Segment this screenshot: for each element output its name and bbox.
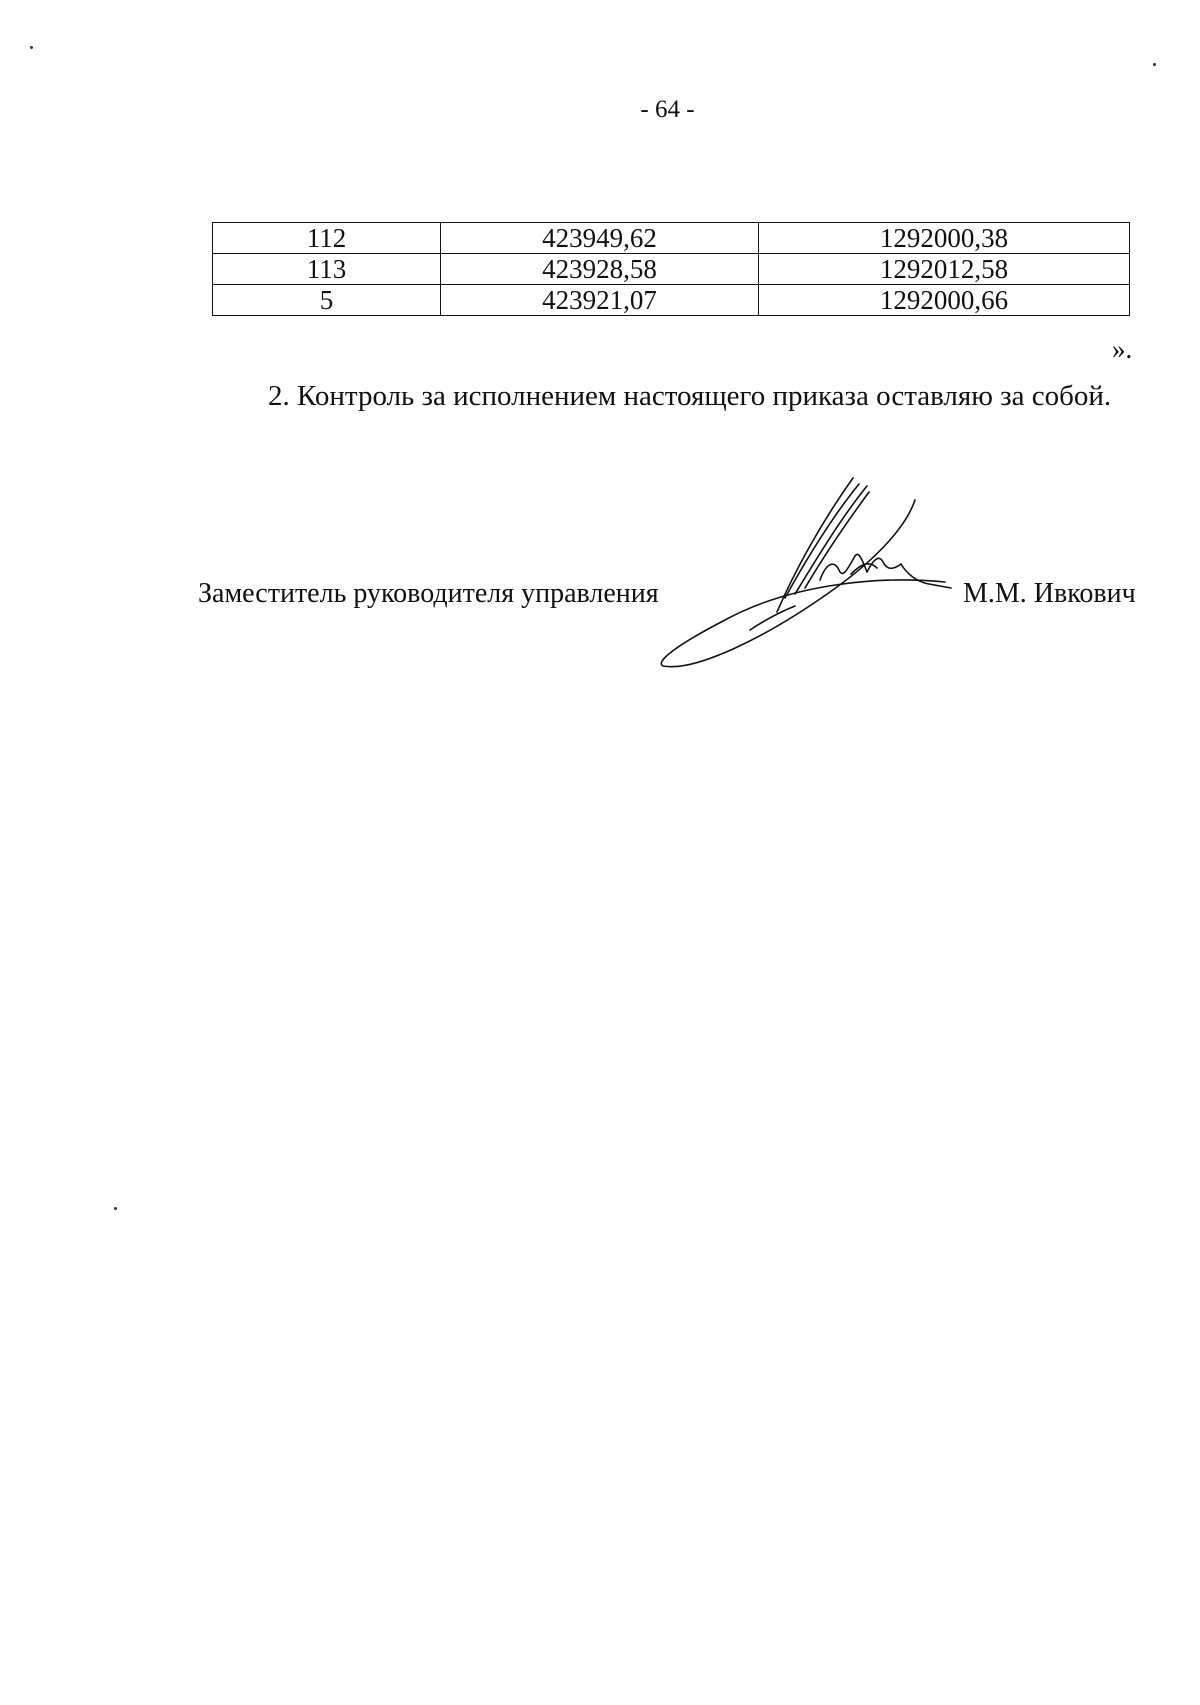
x-coordinate-cell: 423921,07 — [441, 285, 759, 316]
table-row — [213, 254, 1130, 285]
point-number-cell: 112 — [213, 223, 441, 254]
scan-speck — [1153, 63, 1156, 66]
scan-speck — [30, 46, 33, 49]
table-row — [213, 285, 1130, 316]
point-number-cell: 5 — [213, 285, 441, 316]
y-coordinate-cell: 1292000,66 — [759, 285, 1130, 316]
scan-speck — [114, 1207, 117, 1210]
point-number-cell: 113 — [213, 254, 441, 285]
x-coordinate-cell: 423949,62 — [441, 223, 759, 254]
signer-name: М.М. Ивкович — [963, 578, 1136, 609]
table-row — [213, 223, 1130, 254]
page-number: - 64 - — [640, 96, 695, 123]
y-coordinate-cell: 1292000,38 — [759, 223, 1130, 254]
signer-position: Заместитель руководителя управления — [198, 578, 659, 609]
control-paragraph: 2. Контроль за исполнением настоящего приказа оставляю за собой. — [268, 380, 1112, 412]
y-coordinate-cell: 1292012,58 — [759, 254, 1130, 285]
x-coordinate-cell: 423928,58 — [441, 254, 759, 285]
handwritten-signature — [655, 470, 965, 670]
closing-quote: ». — [1112, 334, 1133, 364]
coordinates-table — [212, 222, 1130, 316]
